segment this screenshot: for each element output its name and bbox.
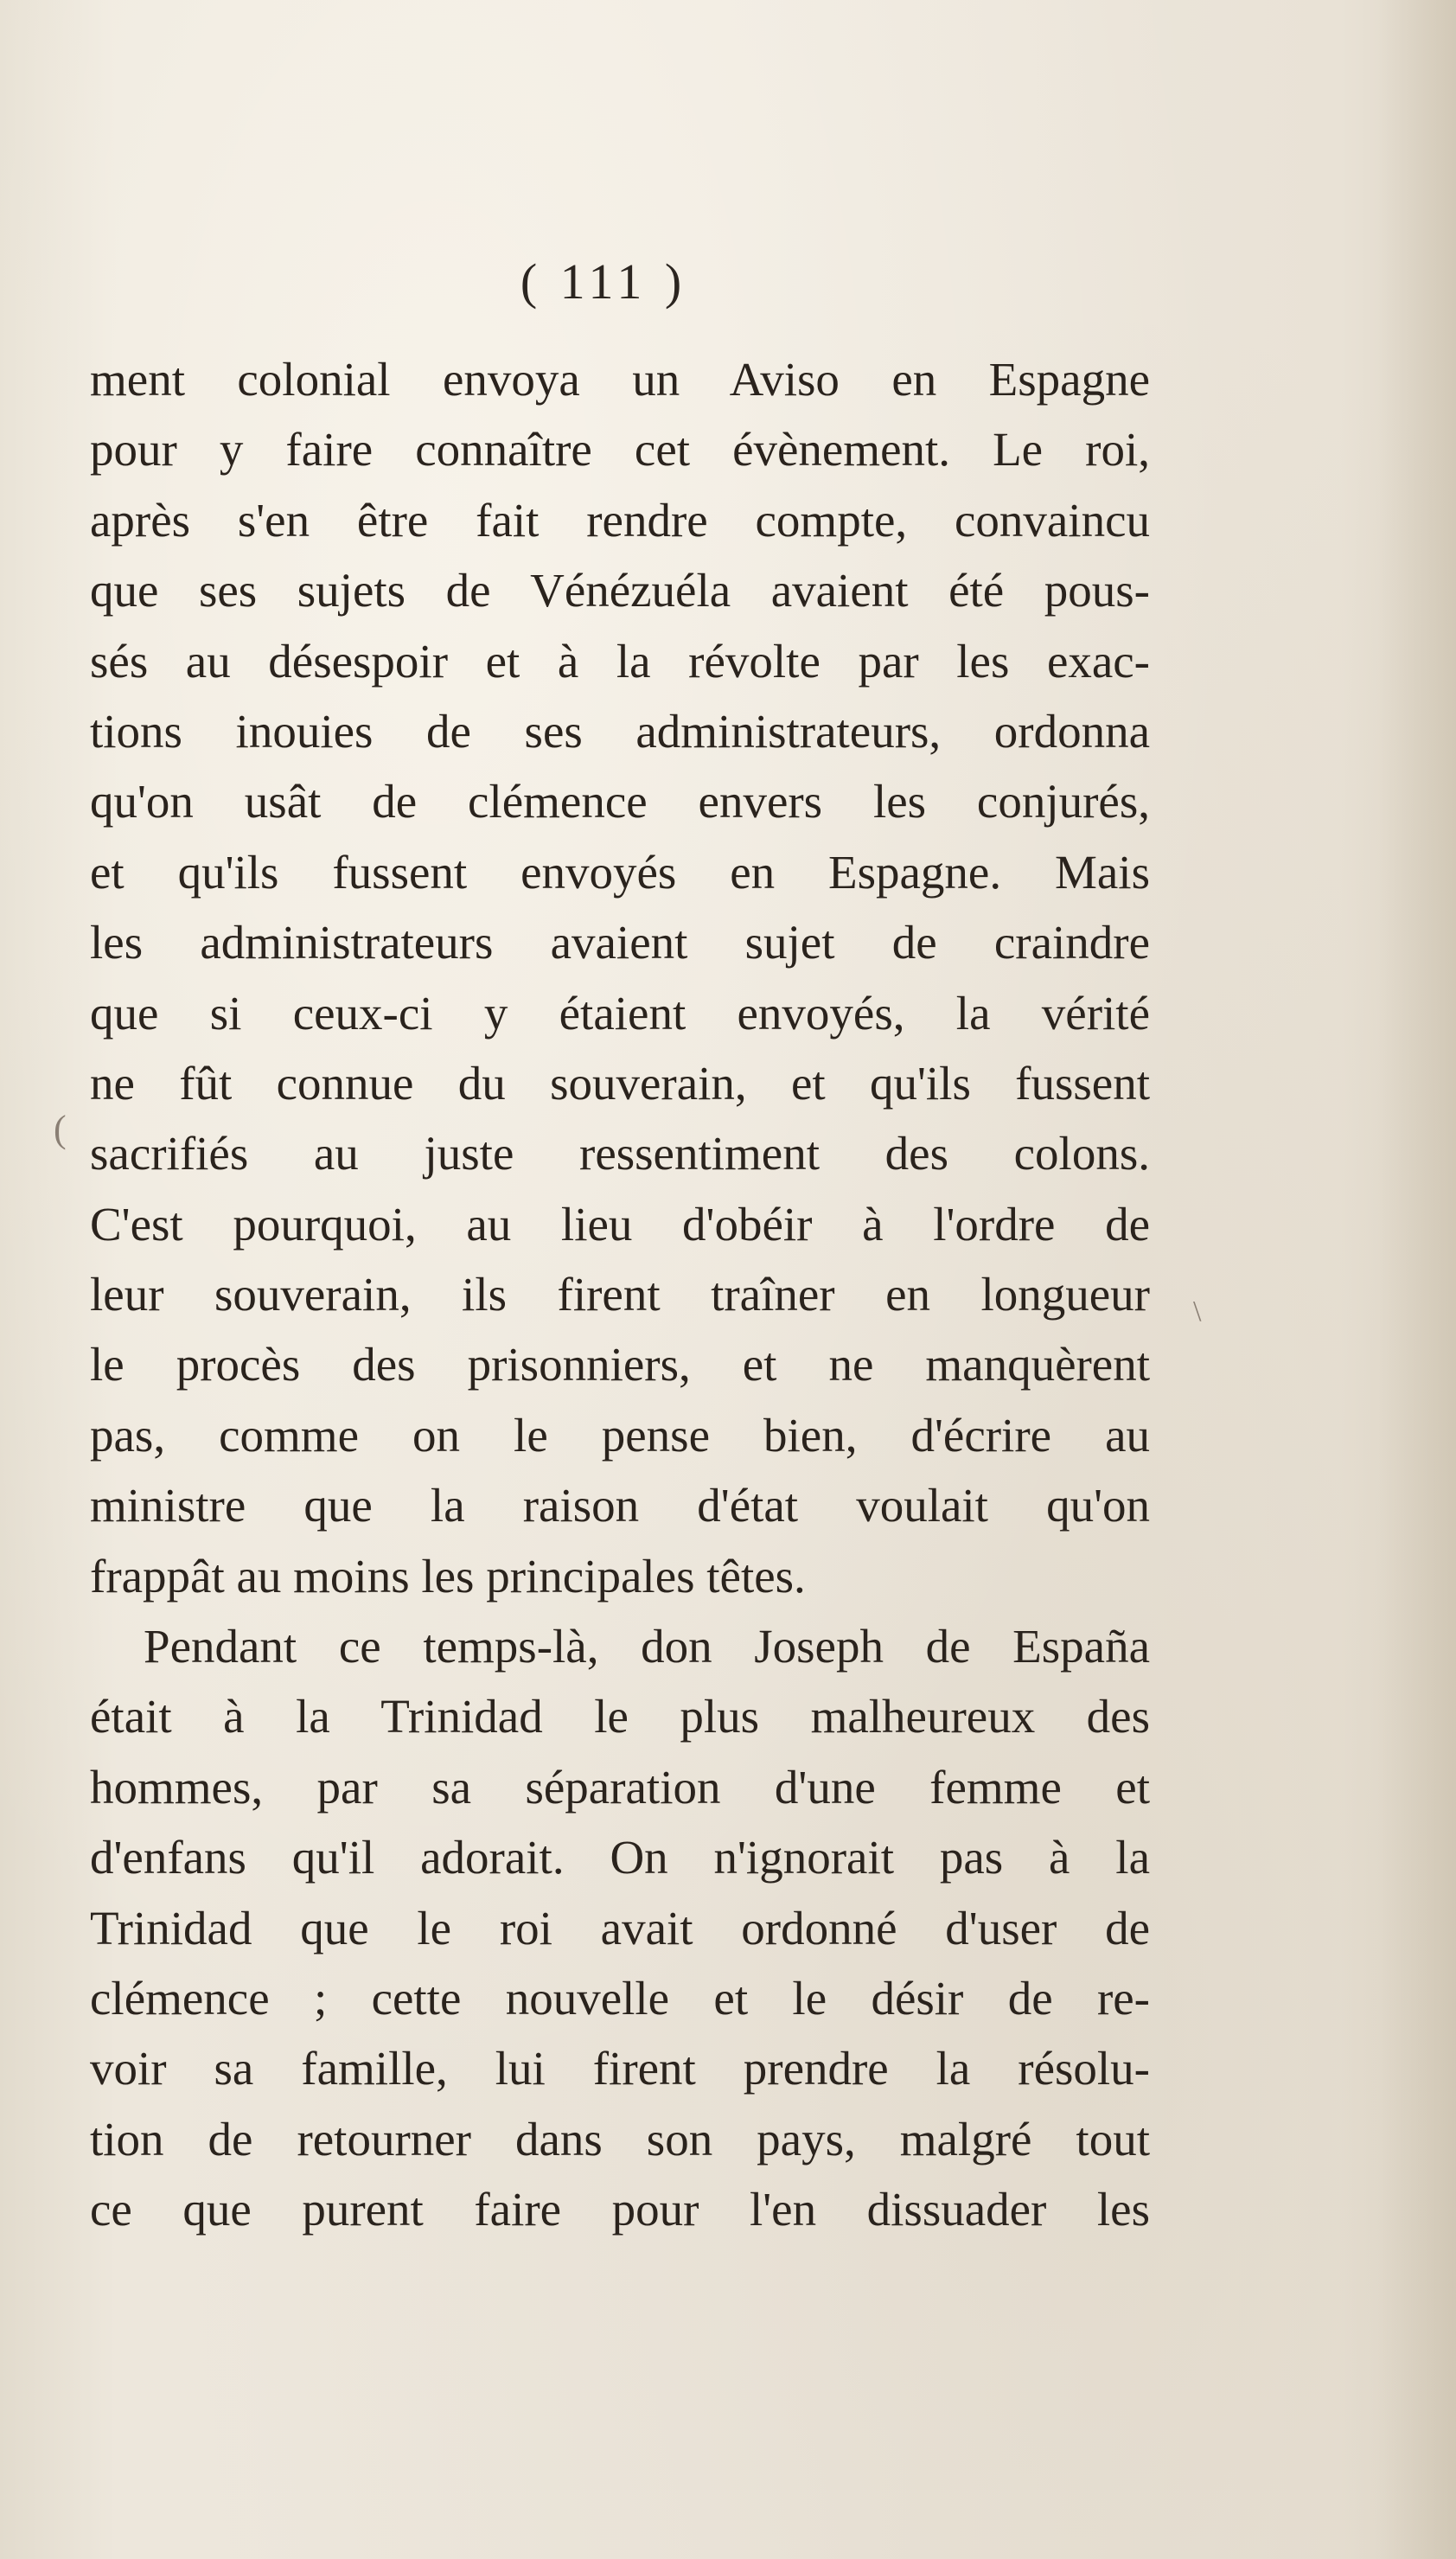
text-line: tion de retourner dans son pays, malgré tout	[90, 2112, 1150, 2166]
text-line: frappât au moins les principales têtes.	[90, 1549, 806, 1603]
text-line: et qu'ils fussent envoyés en Espagne. Mais	[90, 845, 1150, 899]
page-edge-shadow	[1378, 0, 1456, 2559]
margin-mark: (	[54, 1108, 67, 1150]
text-line: voir sa famille, lui firent prendre la résolu-	[90, 2042, 1150, 2095]
margin-mark: \	[1193, 1295, 1202, 1327]
text-line: pour y faire connaître cet évènement. Le roi,	[90, 423, 1150, 477]
text-line: C'est pourquoi, au lieu d'obéir à l'ordre de	[90, 1197, 1150, 1251]
text-line: tions inouies de ses administrateurs, ordonna	[90, 704, 1150, 758]
text-line: pas, comme on le pense bien, d'écrire au	[90, 1408, 1150, 1462]
text-line: ce que purent faire pour l'en dissuader les	[90, 2183, 1150, 2236]
text-line: sés au désespoir et à la révolte par les exac-	[90, 634, 1150, 688]
text-line: leur souverain, ils firent traîner en longueur	[90, 1268, 1150, 1321]
text-line: que ses sujets de Vénézuéla avaient été pous-	[90, 564, 1150, 617]
text-line: qu'on usât de clémence envers les conjurés,	[90, 775, 1150, 828]
text-line: clémence ; cette nouvelle et le désir de re-	[90, 1971, 1150, 2025]
text-line: Pendant ce temps-là, don Joseph de España	[144, 1620, 1150, 1673]
text-line: après s'en être fait rendre compte, convaincu	[90, 493, 1150, 547]
text-line: hommes, par sa séparation d'une femme et	[90, 1760, 1150, 1814]
text-line: Trinidad que le roi avait ordonné d'user de	[90, 1901, 1150, 1954]
text-line: les administrateurs avaient sujet de craindre	[90, 916, 1150, 969]
page-number: ( 111 )	[520, 253, 687, 310]
text-line: que si ceux-ci y étaient envoyés, la vérité	[90, 986, 1150, 1040]
text-line: ministre que la raison d'état voulait qu'on	[90, 1479, 1150, 1532]
text-line: d'enfans qu'il adorait. On n'ignorait pas à la	[90, 1831, 1150, 1884]
text-line: ne fût connue du souverain, et qu'ils fussent	[90, 1056, 1150, 1110]
text-line: le procès des prisonniers, et ne manquèrent	[90, 1338, 1150, 1391]
body-text	[90, 344, 1150, 2245]
text-line: ment colonial envoya un Aviso en Espagne	[90, 353, 1150, 406]
text-line: était à la Trinidad le plus malheureux des	[90, 1690, 1150, 1743]
text-line: sacrifiés au juste ressentiment des colons.	[90, 1127, 1150, 1180]
